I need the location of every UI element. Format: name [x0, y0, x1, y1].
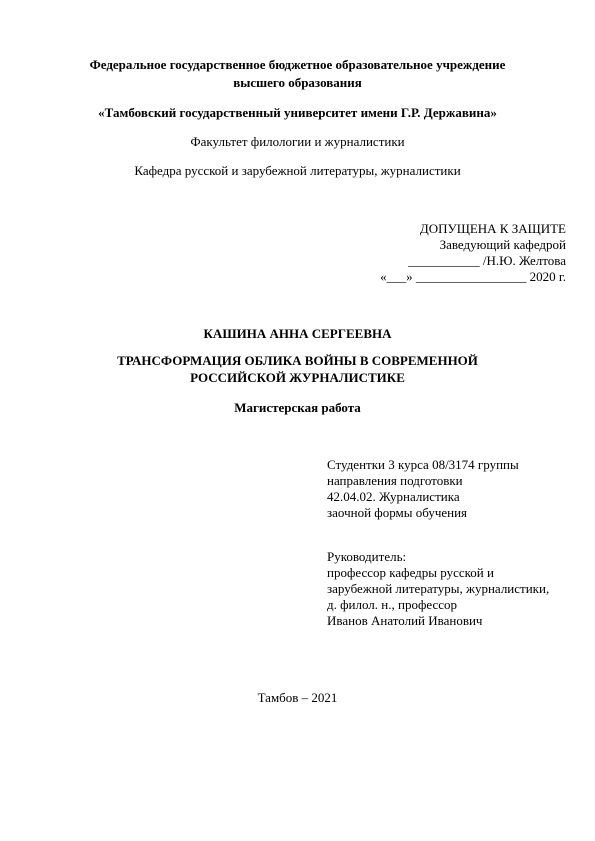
approval-date: «___» _________________ 2020 г.	[380, 269, 566, 284]
student-line-3: 42.04.02. Журналистика	[327, 489, 460, 504]
institution-line-2: высшего образования	[233, 75, 362, 90]
faculty-name: Факультет филологии и журналистики	[190, 134, 405, 149]
supervisor-info	[327, 549, 549, 629]
approval-signature: ___________ /Н.Ю. Желтова	[408, 253, 566, 268]
university-name: «Тамбовский государственный университет имени Г.Р. Державина»	[98, 105, 497, 120]
supervisor-name: Иванов Анатолий Иванович	[327, 613, 483, 628]
supervisor-line-1: профессор кафедры русской и	[327, 565, 494, 580]
work-title-line-2: РОССИЙСКОЙ ЖУРНАЛИСТИКЕ	[190, 370, 405, 385]
department-name: Кафедра русской и зарубежной литературы, журналистики	[134, 163, 461, 178]
student-line-2: направления подготовки	[327, 473, 463, 488]
institution-line-1: Федеральное государственное бюджетное образовательное учреждение	[89, 57, 506, 72]
approval-position: Заведующий кафедрой	[439, 237, 566, 252]
work-title-line-1: ТРАНСФОРМАЦИЯ ОБЛИКА ВОЙНЫ В СОВРЕМЕННОЙ	[117, 353, 478, 368]
supervisor-label: Руководитель:	[327, 549, 407, 564]
supervisor-line-2: зарубежной литературы, журналистики,	[327, 581, 550, 596]
work-type: Магистерская работа	[234, 400, 361, 415]
student-info	[327, 457, 519, 521]
student-line-1: Студентки 3 курса 08/3174 группы	[327, 457, 519, 472]
student-line-4: заочной формы обучения	[327, 505, 468, 520]
approval-title: ДОПУЩЕНА К ЗАЩИТЕ	[419, 221, 566, 236]
footer-city-year: Тамбов – 2021	[257, 690, 338, 705]
author-name: КАШИНА АННА СЕРГЕЕВНА	[203, 326, 392, 341]
supervisor-line-3: д. филол. н., профессор	[327, 597, 458, 612]
